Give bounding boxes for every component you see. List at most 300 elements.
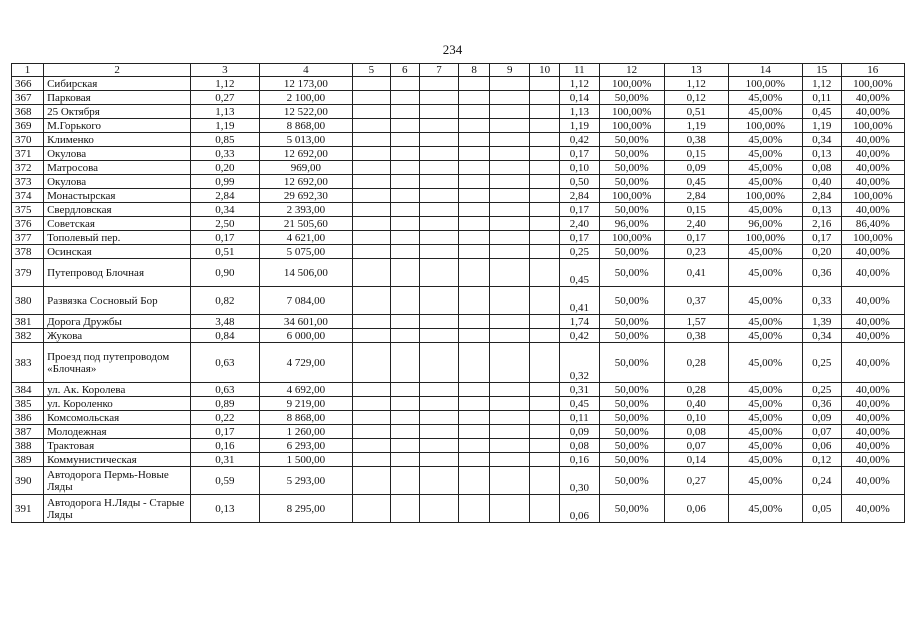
cell-empty: [530, 495, 560, 523]
table-row: [12, 453, 905, 467]
cell-empty: [530, 189, 560, 203]
street-name: Автодорога Пермь-Новые Ляды: [44, 467, 191, 495]
column-header: 10: [530, 64, 560, 77]
cell-col4: 21 505,60: [259, 217, 353, 231]
cell-empty: [419, 77, 458, 91]
column-header: 7: [419, 64, 458, 77]
cell-col14: 100,00%: [728, 119, 802, 133]
cell-empty: [353, 105, 390, 119]
cell-col4: 1 500,00: [259, 453, 353, 467]
cell-col12: 100,00%: [599, 77, 664, 91]
cell-col14: 45,00%: [728, 383, 802, 397]
cell-col11: 0,10: [560, 161, 600, 175]
cell-col14: 45,00%: [728, 453, 802, 467]
cell-col4: 1 260,00: [259, 425, 353, 439]
row-number: 368: [12, 105, 44, 119]
cell-empty: [490, 425, 530, 439]
cell-col16: 100,00%: [841, 119, 904, 133]
cell-col15: 0,36: [802, 259, 841, 287]
street-name: Трактовая: [44, 439, 191, 453]
cell-col13: 0,28: [664, 383, 728, 397]
cell-empty: [490, 467, 530, 495]
table-row: [12, 383, 905, 397]
cell-empty: [459, 259, 490, 287]
cell-empty: [419, 231, 458, 245]
cell-empty: [390, 133, 419, 147]
cell-col15: 0,05: [802, 495, 841, 523]
cell-col3: 0,90: [191, 259, 260, 287]
cell-empty: [530, 119, 560, 133]
street-name: Путепровод Блочная: [44, 259, 191, 287]
cell-col11: 0,17: [560, 147, 600, 161]
row-number: 390: [12, 467, 44, 495]
column-header: 8: [459, 64, 490, 77]
cell-col3: 0,82: [191, 287, 260, 315]
column-header: 9: [490, 64, 530, 77]
cell-col11: 0,45: [560, 397, 600, 411]
cell-col11: 0,17: [560, 231, 600, 245]
cell-empty: [353, 217, 390, 231]
cell-col4: 2 393,00: [259, 203, 353, 217]
cell-col4: 5 075,00: [259, 245, 353, 259]
cell-col16: 40,00%: [841, 175, 904, 189]
cell-col12: 100,00%: [599, 189, 664, 203]
cell-col4: 6 000,00: [259, 329, 353, 343]
row-number: 382: [12, 329, 44, 343]
cell-col12: 50,00%: [599, 91, 664, 105]
row-number: 378: [12, 245, 44, 259]
cell-col15: 0,25: [802, 383, 841, 397]
cell-col14: 45,00%: [728, 147, 802, 161]
cell-col4: 4 621,00: [259, 231, 353, 245]
cell-col16: 40,00%: [841, 133, 904, 147]
cell-col12: 50,00%: [599, 175, 664, 189]
column-header: 6: [390, 64, 419, 77]
cell-col15: 1,19: [802, 119, 841, 133]
cell-empty: [353, 315, 390, 329]
cell-empty: [490, 175, 530, 189]
cell-col12: 100,00%: [599, 119, 664, 133]
row-number: 379: [12, 259, 44, 287]
cell-col16: 40,00%: [841, 383, 904, 397]
cell-empty: [390, 467, 419, 495]
cell-col12: 50,00%: [599, 439, 664, 453]
table-row: [12, 343, 905, 383]
cell-empty: [530, 397, 560, 411]
cell-empty: [459, 91, 490, 105]
cell-empty: [459, 133, 490, 147]
cell-col16: 40,00%: [841, 329, 904, 343]
cell-empty: [353, 231, 390, 245]
cell-empty: [490, 495, 530, 523]
table-row: [12, 259, 905, 287]
street-name: Развязка Сосновый Бор: [44, 287, 191, 315]
table-row: [12, 245, 905, 259]
column-header: 1: [12, 64, 44, 77]
cell-col11: 0,31: [560, 383, 600, 397]
cell-col15: 0,06: [802, 439, 841, 453]
cell-empty: [419, 453, 458, 467]
cell-empty: [390, 329, 419, 343]
cell-empty: [419, 203, 458, 217]
cell-empty: [530, 203, 560, 217]
cell-empty: [353, 119, 390, 133]
cell-empty: [459, 175, 490, 189]
cell-empty: [353, 77, 390, 91]
cell-col16: 40,00%: [841, 425, 904, 439]
cell-col3: 0,17: [191, 425, 260, 439]
cell-col15: 1,12: [802, 77, 841, 91]
cell-empty: [390, 425, 419, 439]
cell-col13: 1,12: [664, 77, 728, 91]
cell-empty: [530, 259, 560, 287]
cell-col3: 0,63: [191, 383, 260, 397]
street-name: Проезд под путепроводом «Блочная»: [44, 343, 191, 383]
cell-col16: 40,00%: [841, 397, 904, 411]
cell-col14: 45,00%: [728, 425, 802, 439]
cell-col14: 45,00%: [728, 287, 802, 315]
table-row: [12, 495, 905, 523]
table-row: [12, 231, 905, 245]
cell-col13: 0,15: [664, 203, 728, 217]
street-name: Клименко: [44, 133, 191, 147]
cell-col14: 45,00%: [728, 329, 802, 343]
row-number: 367: [12, 91, 44, 105]
cell-empty: [353, 259, 390, 287]
cell-col12: 50,00%: [599, 315, 664, 329]
row-number: 377: [12, 231, 44, 245]
cell-col11: 1,19: [560, 119, 600, 133]
cell-empty: [353, 453, 390, 467]
cell-col11: 0,08: [560, 439, 600, 453]
cell-empty: [419, 425, 458, 439]
cell-col12: 50,00%: [599, 343, 664, 383]
cell-col3: 0,31: [191, 453, 260, 467]
cell-empty: [490, 439, 530, 453]
cell-empty: [390, 189, 419, 203]
cell-col14: 45,00%: [728, 175, 802, 189]
cell-empty: [530, 425, 560, 439]
cell-col11: 0,32: [560, 343, 600, 383]
row-number: 381: [12, 315, 44, 329]
street-name: Матросова: [44, 161, 191, 175]
cell-empty: [390, 147, 419, 161]
cell-col11: 0,42: [560, 329, 600, 343]
cell-col13: 0,12: [664, 91, 728, 105]
table-row: [12, 203, 905, 217]
cell-col4: 12 692,00: [259, 175, 353, 189]
cell-col15: 2,84: [802, 189, 841, 203]
cell-col16: 100,00%: [841, 77, 904, 91]
cell-col4: 8 868,00: [259, 411, 353, 425]
cell-col14: 45,00%: [728, 411, 802, 425]
cell-col13: 0,37: [664, 287, 728, 315]
cell-empty: [390, 315, 419, 329]
cell-empty: [530, 217, 560, 231]
table-row: [12, 411, 905, 425]
cell-empty: [530, 245, 560, 259]
cell-col15: 0,11: [802, 91, 841, 105]
cell-col16: 40,00%: [841, 147, 904, 161]
cell-empty: [490, 411, 530, 425]
cell-col15: 0,24: [802, 467, 841, 495]
cell-empty: [419, 467, 458, 495]
column-header: 11: [560, 64, 600, 77]
row-number: 389: [12, 453, 44, 467]
cell-col12: 50,00%: [599, 397, 664, 411]
street-name: ул. Ак. Королева: [44, 383, 191, 397]
cell-col4: 4 729,00: [259, 343, 353, 383]
cell-empty: [459, 383, 490, 397]
row-number: 369: [12, 119, 44, 133]
cell-col4: 5 293,00: [259, 467, 353, 495]
cell-empty: [530, 287, 560, 315]
cell-col15: 0,13: [802, 203, 841, 217]
cell-col3: 0,34: [191, 203, 260, 217]
row-number: 387: [12, 425, 44, 439]
cell-col4: 14 506,00: [259, 259, 353, 287]
cell-col11: 0,14: [560, 91, 600, 105]
cell-empty: [390, 259, 419, 287]
cell-col4: 4 692,00: [259, 383, 353, 397]
cell-col11: 0,06: [560, 495, 600, 523]
cell-col13: 0,15: [664, 147, 728, 161]
cell-col13: 0,27: [664, 467, 728, 495]
cell-col15: 0,13: [802, 147, 841, 161]
cell-col3: 0,85: [191, 133, 260, 147]
cell-empty: [419, 175, 458, 189]
table-row: [12, 105, 905, 119]
cell-empty: [353, 147, 390, 161]
column-header: 15: [802, 64, 841, 77]
cell-col3: 0,13: [191, 495, 260, 523]
cell-empty: [390, 383, 419, 397]
cell-empty: [390, 203, 419, 217]
cell-empty: [390, 495, 419, 523]
cell-empty: [419, 411, 458, 425]
cell-empty: [419, 315, 458, 329]
cell-col15: 1,39: [802, 315, 841, 329]
cell-col16: 40,00%: [841, 467, 904, 495]
cell-col3: 0,20: [191, 161, 260, 175]
cell-col14: 45,00%: [728, 91, 802, 105]
cell-col14: 96,00%: [728, 217, 802, 231]
cell-col3: 2,50: [191, 217, 260, 231]
cell-col13: 0,51: [664, 105, 728, 119]
cell-empty: [490, 343, 530, 383]
cell-empty: [353, 343, 390, 383]
cell-empty: [530, 77, 560, 91]
cell-col11: 0,42: [560, 133, 600, 147]
cell-col4: 12 692,00: [259, 147, 353, 161]
cell-empty: [530, 329, 560, 343]
cell-col15: 0,34: [802, 329, 841, 343]
cell-empty: [353, 91, 390, 105]
street-name: Автодорога Н.Ляды - Старые Ляды: [44, 495, 191, 523]
row-number: 376: [12, 217, 44, 231]
cell-empty: [419, 105, 458, 119]
cell-empty: [459, 425, 490, 439]
cell-col3: 0,22: [191, 411, 260, 425]
cell-empty: [419, 245, 458, 259]
cell-col4: 2 100,00: [259, 91, 353, 105]
cell-col16: 40,00%: [841, 343, 904, 383]
cell-col3: 0,27: [191, 91, 260, 105]
cell-col13: 0,41: [664, 259, 728, 287]
cell-empty: [353, 203, 390, 217]
cell-empty: [353, 189, 390, 203]
cell-empty: [419, 383, 458, 397]
cell-col3: 0,59: [191, 467, 260, 495]
cell-col3: 3,48: [191, 315, 260, 329]
cell-empty: [353, 411, 390, 425]
cell-col11: 0,09: [560, 425, 600, 439]
cell-col12: 50,00%: [599, 287, 664, 315]
cell-col13: 2,40: [664, 217, 728, 231]
cell-empty: [353, 495, 390, 523]
column-header: 14: [728, 64, 802, 77]
cell-empty: [459, 119, 490, 133]
street-name: Коммунистическая: [44, 453, 191, 467]
cell-empty: [490, 147, 530, 161]
cell-col15: 0,34: [802, 133, 841, 147]
cell-empty: [390, 119, 419, 133]
cell-col4: 5 013,00: [259, 133, 353, 147]
street-name: Советская: [44, 217, 191, 231]
cell-col14: 45,00%: [728, 245, 802, 259]
cell-col12: 50,00%: [599, 133, 664, 147]
cell-empty: [419, 329, 458, 343]
cell-col4: 8 295,00: [259, 495, 353, 523]
cell-col15: 2,16: [802, 217, 841, 231]
cell-empty: [490, 189, 530, 203]
cell-empty: [490, 315, 530, 329]
cell-col13: 0,17: [664, 231, 728, 245]
cell-col12: 50,00%: [599, 203, 664, 217]
table-row: [12, 147, 905, 161]
cell-col13: 0,28: [664, 343, 728, 383]
cell-col15: 0,36: [802, 397, 841, 411]
cell-empty: [390, 343, 419, 383]
street-name: Молодежная: [44, 425, 191, 439]
cell-empty: [390, 439, 419, 453]
cell-col11: 0,16: [560, 453, 600, 467]
cell-col4: 969,00: [259, 161, 353, 175]
cell-col13: 1,57: [664, 315, 728, 329]
cell-empty: [459, 287, 490, 315]
cell-col16: 40,00%: [841, 161, 904, 175]
cell-col11: 0,45: [560, 259, 600, 287]
street-name: Осинская: [44, 245, 191, 259]
table-row: [12, 119, 905, 133]
street-name: Парковая: [44, 91, 191, 105]
cell-empty: [530, 343, 560, 383]
cell-col14: 100,00%: [728, 77, 802, 91]
column-header: 13: [664, 64, 728, 77]
cell-col12: 50,00%: [599, 453, 664, 467]
cell-col14: 45,00%: [728, 259, 802, 287]
cell-col13: 0,08: [664, 425, 728, 439]
cell-empty: [390, 105, 419, 119]
cell-empty: [353, 133, 390, 147]
table-row: [12, 91, 905, 105]
cell-empty: [419, 439, 458, 453]
row-number: 386: [12, 411, 44, 425]
table-row: [12, 287, 905, 315]
cell-empty: [459, 329, 490, 343]
cell-empty: [419, 217, 458, 231]
row-number: 366: [12, 77, 44, 91]
cell-empty: [490, 133, 530, 147]
cell-col15: 0,08: [802, 161, 841, 175]
cell-empty: [490, 245, 530, 259]
cell-col11: 1,12: [560, 77, 600, 91]
cell-empty: [459, 217, 490, 231]
cell-col12: 100,00%: [599, 105, 664, 119]
cell-col16: 86,40%: [841, 217, 904, 231]
cell-empty: [353, 425, 390, 439]
cell-col16: 40,00%: [841, 495, 904, 523]
cell-col15: 0,33: [802, 287, 841, 315]
cell-empty: [459, 411, 490, 425]
cell-col13: 0,38: [664, 329, 728, 343]
cell-col3: 1,12: [191, 77, 260, 91]
cell-empty: [419, 119, 458, 133]
cell-empty: [419, 189, 458, 203]
cell-col4: 8 868,00: [259, 119, 353, 133]
cell-col3: 0,16: [191, 439, 260, 453]
cell-col3: 0,99: [191, 175, 260, 189]
row-number: 374: [12, 189, 44, 203]
cell-col11: 2,84: [560, 189, 600, 203]
cell-empty: [353, 329, 390, 343]
cell-col12: 50,00%: [599, 383, 664, 397]
cell-col4: 6 293,00: [259, 439, 353, 453]
row-number: 370: [12, 133, 44, 147]
cell-empty: [459, 161, 490, 175]
cell-col4: 12 522,00: [259, 105, 353, 119]
cell-empty: [530, 383, 560, 397]
row-number: 388: [12, 439, 44, 453]
cell-empty: [459, 315, 490, 329]
row-number: 372: [12, 161, 44, 175]
cell-col11: 1,74: [560, 315, 600, 329]
cell-col4: 9 219,00: [259, 397, 353, 411]
cell-empty: [353, 439, 390, 453]
cell-col3: 2,84: [191, 189, 260, 203]
cell-empty: [490, 259, 530, 287]
cell-empty: [459, 189, 490, 203]
cell-col14: 45,00%: [728, 203, 802, 217]
cell-empty: [530, 411, 560, 425]
cell-col14: 45,00%: [728, 133, 802, 147]
cell-empty: [459, 453, 490, 467]
cell-empty: [459, 147, 490, 161]
cell-col15: 0,12: [802, 453, 841, 467]
cell-col13: 0,23: [664, 245, 728, 259]
cell-col3: 0,51: [191, 245, 260, 259]
cell-empty: [419, 343, 458, 383]
cell-col15: 0,07: [802, 425, 841, 439]
table-row: [12, 217, 905, 231]
cell-empty: [390, 245, 419, 259]
cell-empty: [390, 287, 419, 315]
cell-empty: [530, 105, 560, 119]
cell-empty: [490, 287, 530, 315]
cell-empty: [353, 175, 390, 189]
cell-empty: [459, 245, 490, 259]
column-header: 2: [44, 64, 191, 77]
